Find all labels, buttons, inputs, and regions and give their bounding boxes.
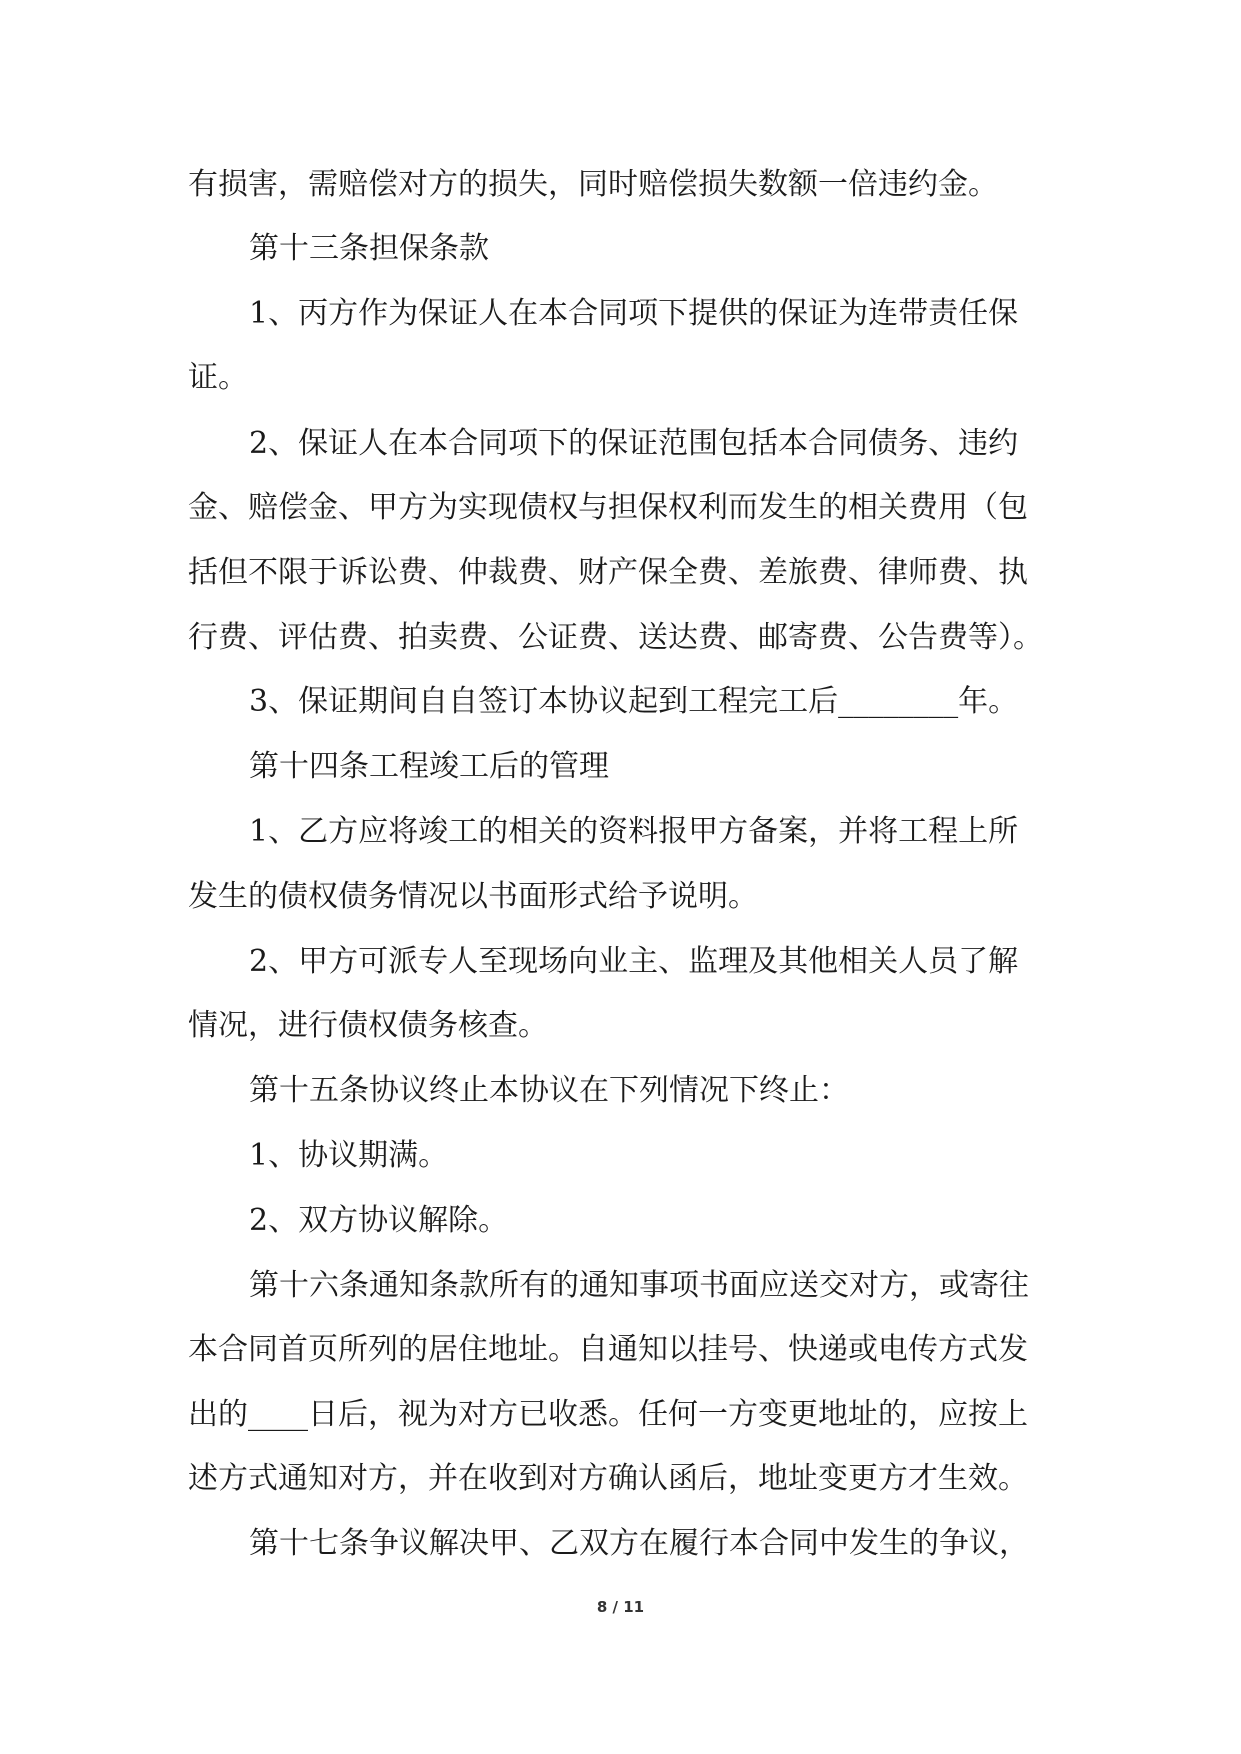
text-line: 述方式通知对方，并在收到对方确认函后，地址变更方才生效。 (188, 1461, 1028, 1496)
text-line: 金、赔偿金、甲方为实现债权与担保权利而发生的相关费用（包 (188, 490, 1028, 525)
text-line: 括但不限于诉讼费、仲裁费、财产保全费、差旅费、律师费、执 (188, 555, 1028, 590)
text-line: 行费、评估费、拍卖费、公证费、送达费、邮寄费、公告费等）。 (188, 620, 1043, 655)
text-line: 1、丙方作为保证人在本合同项下提供的保证为连带责任保 (249, 296, 1019, 331)
text-line: 出的____日后，视为对方已收悉。任何一方变更地址的，应按上 (188, 1397, 1028, 1432)
text-line: 1、乙方应将竣工的相关的资料报甲方备案，并将工程上所 (249, 814, 1019, 849)
section-heading: 第十五条协议终止本协议在下列情况下终止： (249, 1073, 849, 1108)
text-line: 发生的债权债务情况以书面形式给予说明。 (188, 879, 758, 914)
text-line: 2、甲方可派专人至现场向业主、监理及其他相关人员了解 (249, 944, 1019, 979)
text-line: 情况，进行债权债务核查。 (188, 1008, 548, 1043)
section-heading: 第十六条通知条款所有的通知事项书面应送交对方，或寄往 (249, 1268, 1029, 1303)
text-line: 本合同首页所列的居住地址。自通知以挂号、快递或电传方式发 (188, 1332, 1028, 1367)
text-line: 3、保证期间自自签订本协议起到工程完工后________年。 (249, 684, 1019, 719)
section-heading: 第十三条担保条款 (249, 231, 489, 266)
text-line: 2、双方协议解除。 (249, 1203, 509, 1238)
section-heading: 第十七条争议解决甲、乙双方在履行本合同中发生的争议， (249, 1526, 1029, 1561)
text-line: 证。 (188, 360, 248, 395)
text-line: 2、保证人在本合同项下的保证范围包括本合同债务、违约 (249, 426, 1019, 461)
text-line: 1、协议期满。 (249, 1138, 449, 1173)
section-heading: 第十四条工程竣工后的管理 (249, 749, 609, 784)
page-number: 8 / 11 (596, 1598, 645, 1616)
text-line: 有损害，需赔偿对方的损失，同时赔偿损失数额一倍违约金。 (188, 167, 998, 202)
